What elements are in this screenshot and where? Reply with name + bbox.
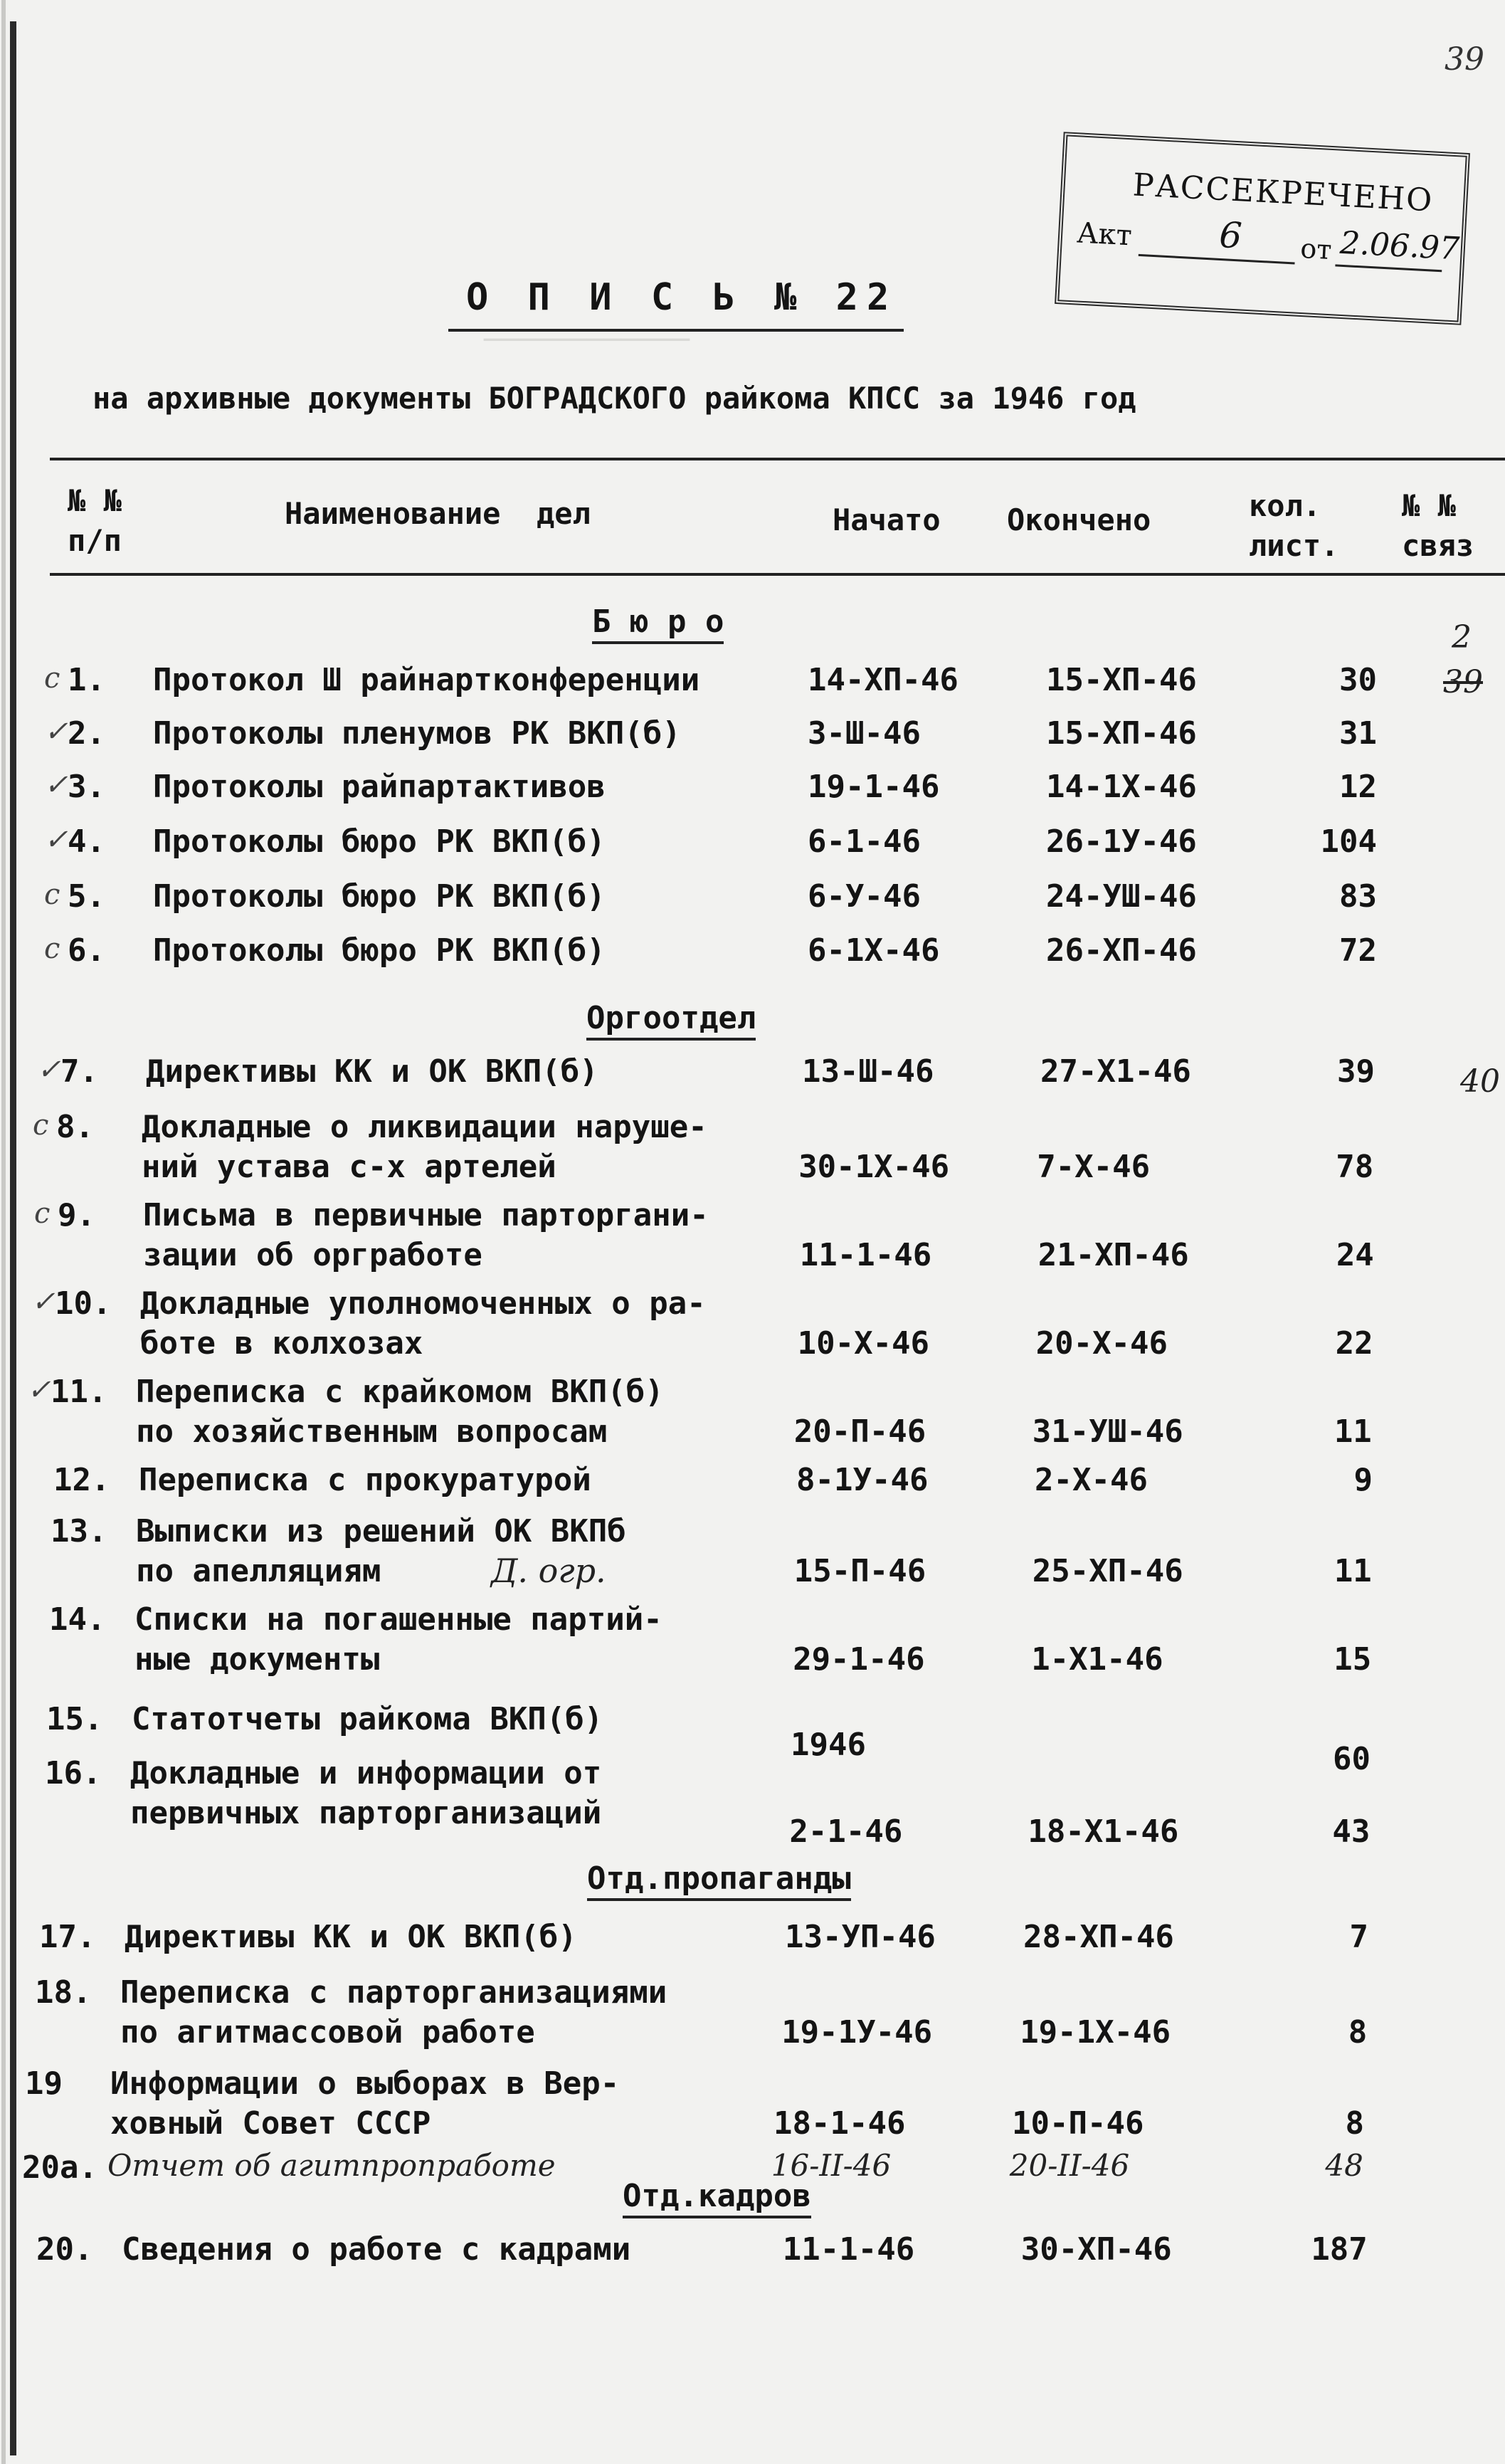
row-end-date: 25-ХП-46 [1032, 1553, 1183, 1589]
row-end-date: 7-Х-46 [1037, 1149, 1151, 1185]
row-start-date: 6-У-46 [808, 878, 921, 915]
row-number: 15. [46, 1701, 103, 1737]
stamp-date: 2.06.97 [1338, 224, 1461, 268]
row-end-date: 26-1У-46 [1046, 823, 1197, 860]
row-start-date: 11-1-46 [799, 1237, 932, 1273]
row-title: Отчет об агитпропработе [107, 2148, 556, 2183]
row-title: Докладные о ликвидации наруше- ний устава с-х артелей [142, 1109, 707, 1185]
row-title: Сведения о работе с кадрами [122, 2231, 631, 2268]
handwritten-bundle-new: 2 [1452, 619, 1472, 656]
section-propaganda: Отд.пропаганды [587, 1860, 851, 1901]
row-start-date: 29-1-46 [793, 1641, 925, 1678]
row-check-mark: ✓ [37, 1053, 61, 1086]
stamp-title: РАССЕКРЕЧЕНО [1131, 167, 1435, 219]
row-title: Письма в первичные парторгани- зации об оргработе [143, 1197, 709, 1273]
row-sheet-count: 9 [1353, 1462, 1373, 1498]
row-end-date: 27-Х1-46 [1040, 1053, 1191, 1090]
header-start: Начато [833, 502, 941, 537]
row-start-date: 13-Ш-46 [802, 1053, 934, 1090]
row-number: 13. [51, 1513, 107, 1549]
page-edge [1, 0, 6, 2464]
row-sheet-count: 72 [1339, 932, 1377, 969]
row-title: Протоколы райпартактивов [153, 769, 606, 805]
row-sheet-count: 78 [1336, 1149, 1374, 1185]
row-title: Протоколы пленумов РК ВКП(б) [153, 715, 681, 752]
row-sheet-count: 15 [1334, 1641, 1372, 1678]
row-number: 8. [56, 1109, 94, 1145]
row-number: 20а. [22, 2149, 97, 2186]
row-start-date: 6-1Х-46 [808, 932, 940, 969]
row-end-date: 19-1Х-46 [1020, 2014, 1171, 2050]
row-start-date: 10-Х-46 [797, 1325, 930, 1362]
row-title: Переписка с прокуратурой [139, 1462, 591, 1498]
row-end-date: 15-ХП-46 [1046, 715, 1197, 752]
row-check-mark: ✓ [44, 823, 68, 856]
row-number: 20. [36, 2231, 93, 2268]
row-start-date: 11-1-46 [782, 2231, 915, 2268]
row-start-date: 8-1У-46 [796, 1462, 929, 1498]
row-title: Статотчеты райкома ВКП(б) [132, 1701, 603, 1737]
row-sheet-count: 8 [1348, 2014, 1368, 2050]
row-sheet-count: 30 [1339, 662, 1377, 698]
row-sheet-count: 60 [1333, 1741, 1371, 1777]
row-number: 5. [68, 878, 105, 915]
row-number: 14. [49, 1601, 106, 1638]
stamp-act-number: 6 [1218, 214, 1243, 257]
row-number: 2. [68, 715, 105, 752]
row-end-date: 14-1Х-46 [1046, 769, 1197, 805]
stamp-act-label: Акт [1076, 216, 1133, 253]
row-number: 16. [45, 1755, 102, 1791]
row-number: 10. [55, 1285, 112, 1322]
row-title: Списки на погашенные партий- ные документы [134, 1601, 662, 1678]
row-title: Информации о выборах в Вер- ховный Совет СССР [110, 2065, 620, 2142]
row-sheet-count: 22 [1335, 1325, 1373, 1362]
row-title: Выписки из решений ОК ВКПб по апелляциям [136, 1513, 626, 1589]
bleed-through: ──────────── [484, 324, 690, 357]
header-sheets: кол. лист. [1249, 488, 1339, 563]
row-number: 6. [68, 932, 105, 969]
row-sheet-count: 7 [1349, 1919, 1368, 1955]
row-sheet-count: 31 [1339, 715, 1377, 752]
table-header-rule [50, 573, 1505, 576]
row-title: Протоколы бюро РК ВКП(б) [153, 878, 606, 915]
row-check-mark: с [33, 1109, 49, 1142]
row-number: 11. [51, 1374, 107, 1410]
row-sheet-count: 83 [1339, 878, 1377, 915]
row-check-mark: ✓ [27, 1374, 51, 1406]
row-sheet-count: 39 [1337, 1053, 1375, 1090]
header-name: Наименование дел [285, 496, 591, 531]
row-start-date: 16-II-46 [771, 2148, 892, 2183]
row-start-date: 30-1Х-46 [798, 1149, 950, 1185]
section-orgotdel: Оргоотдел [586, 1000, 756, 1041]
row-number: 9. [58, 1197, 95, 1233]
row-title: Переписка с парторганизациями по агитмассовой работе [120, 1974, 667, 2050]
row-number: 1. [68, 662, 105, 698]
binding-margin-line [10, 21, 16, 2455]
row-sheet-count: 8 [1345, 2105, 1364, 2142]
document-subtitle: на архивные документы БОГРАДСКОГО райкома КПСС за 1946 год [93, 381, 1136, 416]
header-num: № № п/п [68, 483, 122, 558]
row-end-date: 31-УШ-46 [1032, 1413, 1183, 1450]
row-title: Протокол Ш райнартконференции [153, 662, 700, 698]
row-number: 12. [53, 1462, 110, 1498]
row-title: Докладные уполномоченных о ра- боте в колхозах [140, 1285, 706, 1362]
row-number: 7. [60, 1053, 98, 1090]
row-start-date: 2-1-46 [789, 1813, 903, 1850]
row-number: 4. [68, 823, 105, 860]
stamp-from-label: от [1299, 232, 1333, 266]
row-start-date: 14-ХП-46 [808, 662, 959, 698]
row-title: Директивы КК и ОК ВКП(б) [146, 1053, 598, 1090]
row-start-date: 1946 [791, 1727, 866, 1763]
row-check-mark: с [44, 662, 60, 695]
row-sheet-count: 24 [1336, 1237, 1374, 1273]
row-end-date: 26-ХП-46 [1046, 932, 1197, 969]
section-buro: Б ю р о [592, 604, 724, 644]
row-title: Переписка с крайкомом ВКП(б) по хозяйственным вопросам [136, 1374, 664, 1450]
row-end-date: 20-II-46 [1009, 2148, 1130, 2183]
row-title: Протоколы бюро РК ВКП(б) [153, 932, 606, 969]
row-check-mark: ✓ [44, 715, 68, 748]
row-end-date: 10-П-46 [1012, 2105, 1144, 2142]
row-sheet-count: 104 [1320, 823, 1377, 860]
row-sheet-count: 11 [1334, 1413, 1372, 1450]
row-start-date: 19-1У-46 [781, 2014, 933, 2050]
row-sheet-count: 187 [1311, 2231, 1368, 2268]
document-title: О П И С Ь № 22 [466, 276, 898, 319]
row-check-mark: с [44, 878, 60, 911]
handwritten-row13-note: Д. огр. [491, 1552, 606, 1590]
row-start-date: 15-П-46 [793, 1553, 926, 1589]
title-underline [448, 329, 904, 332]
header-bundle: № № связ [1402, 488, 1474, 563]
row-start-date: 19-1-46 [808, 769, 940, 805]
row-sheet-count: 12 [1339, 769, 1377, 805]
row-sheet-count: 11 [1334, 1553, 1372, 1589]
row-end-date: 15-ХП-46 [1046, 662, 1197, 698]
row-end-date: 21-ХП-46 [1037, 1237, 1189, 1273]
row-end-date: 20-Х-46 [1035, 1325, 1168, 1362]
row-number: 19 [25, 2065, 63, 2102]
row-start-date: 3-Ш-46 [808, 715, 921, 752]
row-number: 17. [39, 1919, 96, 1955]
row-sheet-count: 43 [1332, 1813, 1371, 1850]
row-title: Докладные и информации от первичных парторганизаций [130, 1755, 602, 1831]
row-sheet-count: 48 [1325, 2148, 1363, 2183]
section-kadry: Отд.кадров [623, 2178, 811, 2218]
row-check-mark: ✓ [44, 769, 68, 801]
row-number: 3. [68, 769, 105, 805]
table-top-rule [50, 458, 1505, 460]
row-end-date: 1-Х1-46 [1031, 1641, 1163, 1678]
row-check-mark: с [44, 932, 60, 965]
stamp-underline [1139, 254, 1295, 265]
row-check-mark: ✓ [31, 1285, 56, 1318]
row-end-date: 2-Х-46 [1035, 1462, 1148, 1498]
row-title: Директивы КК и ОК ВКП(б) [125, 1919, 577, 1955]
row-end-date: 18-Х1-46 [1028, 1813, 1179, 1850]
row-end-date: 24-УШ-46 [1046, 878, 1197, 915]
handwritten-bundle-row7: 40 [1460, 1063, 1500, 1100]
sheet-number: 39 [1445, 41, 1484, 78]
row-start-date: 13-УП-46 [785, 1919, 936, 1955]
handwritten-bundle-struck: 39 [1443, 664, 1483, 700]
header-end: Окончено [1007, 502, 1151, 537]
row-start-date: 18-1-46 [773, 2105, 906, 2142]
row-end-date: 28-ХП-46 [1023, 1919, 1174, 1955]
declassification-stamp [1055, 132, 1470, 325]
row-start-date: 6-1-46 [808, 823, 921, 860]
row-start-date: 20-П-46 [793, 1413, 926, 1450]
row-check-mark: с [34, 1197, 51, 1230]
row-number: 18. [35, 1974, 92, 2011]
row-title: Протоколы бюро РК ВКП(б) [153, 823, 606, 860]
row-end-date: 30-ХП-46 [1020, 2231, 1172, 2268]
